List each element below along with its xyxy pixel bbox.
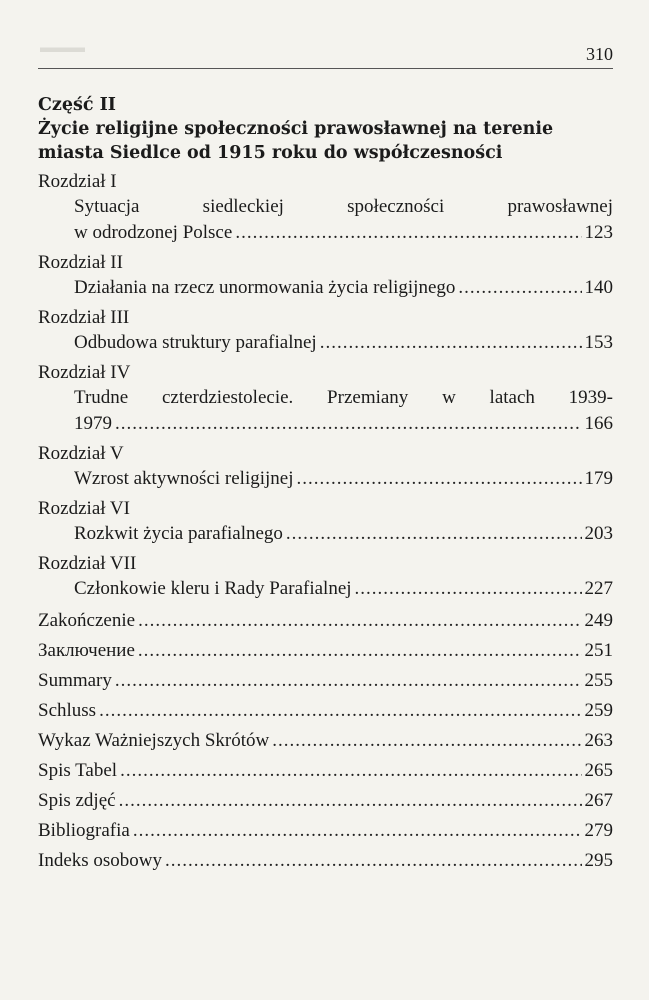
chapter-label: Rozdział VI [38,498,130,519]
toc-entry[interactable] [38,521,613,547]
toc-entry[interactable] [38,330,613,356]
toc-entry-page: 227 [584,578,613,599]
toc-entry[interactable] [38,636,613,666]
toc-entry-title: Spis zdjęć [38,790,116,811]
page-number: 310 [586,44,613,64]
toc-entry-title: Wykaz Ważniejszych Skrótów [38,730,270,751]
leader-dots [115,411,582,437]
leader-dots [235,220,581,246]
toc-entry-page: 203 [584,523,613,544]
toc-entry-title: 1979 [74,413,112,434]
toc-entry[interactable] [38,466,613,492]
chapter-label: Rozdział I [38,171,117,192]
toc-entry-page: 153 [584,332,613,353]
toc-entry-page: 279 [584,820,613,841]
chapter-title-line: Trudne czterdziestolecie. Przemiany w latach 1939- [74,387,613,408]
toc-entry-title: Schluss [38,700,97,721]
toc-entry-title: Bibliografia [38,820,130,841]
toc-entry-title: Działania na rzecz unormowania życia religijnego [74,277,456,298]
leader-dots [286,521,582,547]
header-rule [38,68,613,69]
toc-entry-title: Odbudowa struktury parafialnej [74,332,317,353]
leader-dots [99,696,581,726]
leader-dots [115,666,582,696]
chapter-label: Rozdział II [38,252,123,273]
leader-dots [272,726,581,756]
toc-entry-page: 259 [584,700,613,721]
toc-entry[interactable] [38,666,613,696]
toc-entry-page: 267 [584,790,613,811]
show-through-decoration: ▬▬▬ [40,40,85,56]
chapter-label: Rozdział V [38,443,124,464]
chapter-label: Rozdział III [38,307,130,328]
toc-entry-title: Zakończenie [38,610,136,631]
part-title-line-1: Życie religijne społeczności prawosławnej na terenie [38,119,554,139]
leader-dots [138,606,581,636]
leader-dots [120,756,581,786]
toc-entry-title: Rozkwit życia parafialnego [74,523,283,544]
toc-entry-page: 123 [584,222,613,243]
chapter-title-line: Sytuacja siedleckiej społeczności prawosławnej [74,196,613,217]
toc-entry[interactable] [38,846,613,876]
toc-entry-title: Заключение [38,640,135,661]
toc-entry-page: 166 [584,413,613,434]
toc-entry[interactable] [38,816,613,846]
toc-entry[interactable] [38,726,613,756]
toc-entry-title: Członkowie kleru i Rady Parafialnej [74,578,352,599]
table-of-contents [38,93,613,876]
part-label: Część II [38,95,116,115]
toc-entry-title: Summary [38,670,112,691]
toc-entry-page: 249 [584,610,613,631]
chapter-label: Rozdział IV [38,362,131,383]
leader-dots [119,786,582,816]
toc-entry-page: 263 [584,730,613,751]
leader-dots [297,466,582,492]
toc-entry-page: 179 [584,468,613,489]
toc-entry[interactable] [38,786,613,816]
toc-entry-page: 140 [584,277,613,298]
toc-entry-page: 295 [584,850,613,871]
toc-entry-title: w odrodzonej Polsce [74,222,233,243]
toc-entry-page: 251 [584,640,613,661]
leader-dots [138,636,582,666]
leader-dots [320,330,582,356]
leader-dots [458,275,581,301]
toc-entry-title: Indeks osobowy [38,850,163,871]
leader-dots [165,846,581,876]
leader-dots [355,576,582,602]
toc-entry-title: Wzrost aktywności religijnej [74,468,294,489]
leader-dots [133,816,582,846]
toc-entry[interactable] [38,220,613,246]
toc-entry[interactable] [38,275,613,301]
part-title-line-2: miasta Siedlce od 1915 roku do współczesności [38,143,503,163]
toc-entry[interactable] [38,696,613,726]
toc-entry[interactable] [38,576,613,602]
toc-entry[interactable] [38,411,613,437]
toc-entry-page: 265 [584,760,613,781]
toc-entry-title: Spis Tabel [38,760,118,781]
chapter-label: Rozdział VII [38,553,137,574]
toc-entry-page: 255 [584,670,613,691]
toc-entry[interactable] [38,606,613,636]
toc-entry[interactable] [38,756,613,786]
